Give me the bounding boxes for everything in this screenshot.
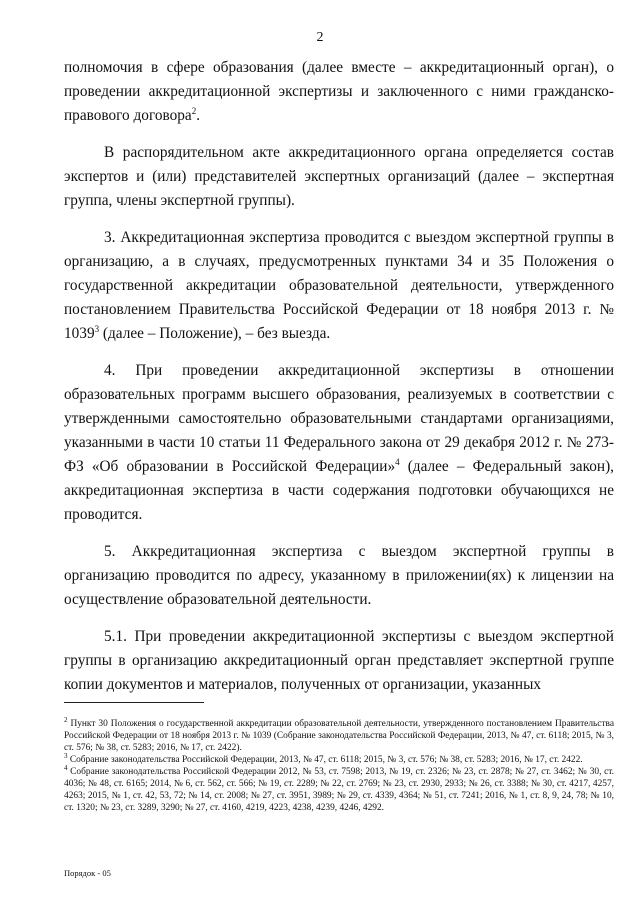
paragraph-item-5: 5. Аккредитационная экспертиза с выездом экспертной группы в организацию проводится по адресу, указанному в приложении(ях) к лицензии на осуществление образовательной деятельности. <box>64 543 614 608</box>
footnote-3: $^3$ Собрание законодательства Российской Федерации, 2013, № 47, ст. 6118; 2015, № 3, ст. 576; № 38, ст. 5283; 2016, № 17, ст. 2422. <box>64 751 583 765</box>
paragraph-continuation: полномочия в сфере образования (далее вместе – аккредитационный орган), о проведении аккредитационной экспертизы и заключенного с ними гражданско-правового договора$^2$. <box>64 59 614 124</box>
page-number: 2 <box>316 30 324 45</box>
paragraph-item-4: 4. При проведении аккредитационной экспертизы в отношении образовательных программ высшего образования, реализуемых в соответствии с утвержденными самостоятельно образовательными стандартами организациями, указанными в части 10 статьи 11 Федерального закона от 29 декабря 2012 г. № 273-ФЗ «Об образовании в Российской Федерации»$^4$ (далее – Федеральный закон), аккредитационная экспертиза в части содержания подготовки обучающихся не проводится. <box>64 362 614 523</box>
paragraph-expert-group: В распорядительном акте аккредитационного органа определяется состав экспертов и (или) представителей экспертных организаций (далее – экспертная группа, члены экспертной группы). <box>64 144 614 209</box>
footnotes <box>64 715 614 814</box>
footnote-ref-3: 3 <box>94 323 100 334</box>
paragraph-item-5-1: 5.1. При проведении аккредитационной экспертизы с выездом экспертной группы в организацию аккредитационный орган представляет экспертной группе копии документов и материалов, полученных от организации, указанных <box>64 628 614 693</box>
footnote-ref-4: 4 <box>395 456 400 467</box>
footnote-2: $^2$ Пункт 30 Положения о государственной аккредитации образовательной деятельности, утвержденного постановлением Правительства Российской Федерации от 18 ноября 2013 г. № 1039 (Собрание законодательства Российской Федерации, 2013, № 47, ст. 6118; 2015, № 3, ст. 576; № 38, ст. 5283; 2016, № 17, ст. 2422). <box>64 715 614 753</box>
body-text <box>64 56 614 697</box>
paragraph-item-3: 3. Аккредитационная экспертиза проводится с выездом экспертной группы в организацию, а в случаях, предусмотренных пунктами 34 и 35 Положения о государственной аккредитации образовательной деятельности, утвержденного постановлением Правительства Российской Федерации от 18 ноября 2013 г. № 1039$^3$ (далее – Положение), – без выезда. <box>64 229 614 342</box>
footnote-4: $^4$ Собрание законодательства Российской Федерации 2012, № 53, ст. 7598; 2013, № 19, ст. 2326; № 23, ст. 2878; № 27, ст. 3462; № 30, ст. 4036; № 48, ст. 6165; 2014, № 6, ст. 562, ст. 566; № 19, ст. 2289; № 22, ст. 2769; № 23, ст. 2930, 2933; № 26, ст. 3388; № 30, ст. 4217, 4257, 4263; 2015, № 1, ст. 42, 53, 72; № 14, ст. 2008; № 27, ст. 3951, 3989; № 29, ст. 4339, 4364; № 51, ст. 7241; 2016, № 1, ст. 8, 9, 24, 78; № 10, ст. 1320; № 23, ст. 3289, 3290; № 27, ст. 4160, 4219, 4223, 4238, 4239, 4246, 4292. <box>64 763 614 813</box>
footnote-divider <box>64 702 204 703</box>
document-footer: Порядок - 05 <box>64 868 111 878</box>
footnote-ref-2: 2 <box>191 105 197 116</box>
